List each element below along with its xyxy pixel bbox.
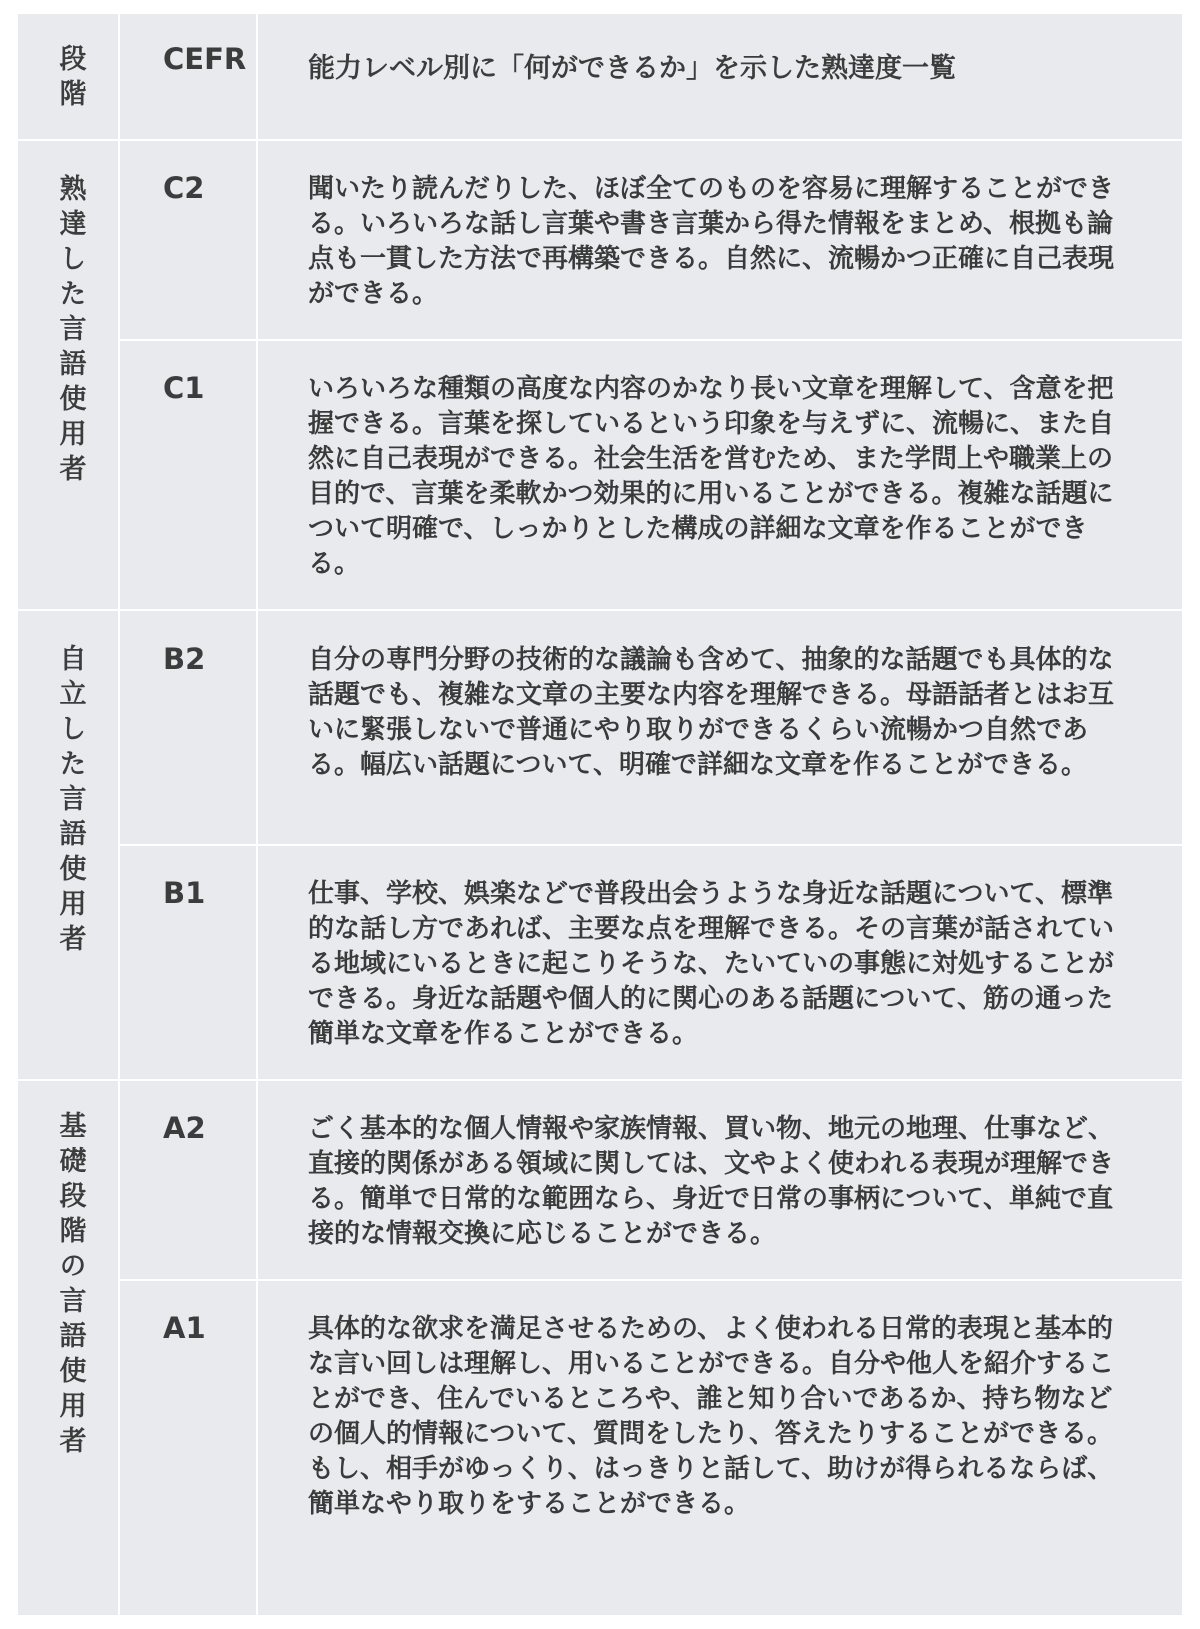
level-a2: A2	[163, 1111, 206, 1145]
stage-label-proficient: 熟達した言語使用者	[54, 174, 86, 489]
header-cefr: CEFR	[163, 42, 247, 76]
level-c2: C2	[163, 171, 205, 205]
stage-label-independent: 自立した言語使用者	[54, 644, 86, 959]
description-b1: 仕事、学校、娯楽などで普段出会うような身近な話題について、標準的な話し方であれば、主要な点を理解できる。その言葉が話されている地域にいるときに起こりそうな、たいていの事態に対処することができる。身近な話題や個人的に関心のある話題について、筋の通った簡単な文章を作ることができる。	[308, 879, 1115, 1049]
row-divider	[120, 844, 1182, 846]
header-stage: 段階	[54, 44, 86, 114]
stage-cell-independent	[18, 644, 122, 959]
stage-cell-basic	[18, 1111, 122, 1461]
row-divider	[18, 1079, 1182, 1081]
description-c2: 聞いたり読んだりした、ほぼ全てのものを容易に理解することができる。いろいろな話し言葉や書き言葉から得た情報をまとめ、根拠も論点も一貫した方法で再構築できる。自然に、流暢かつ正確に自己表現ができる。	[308, 174, 1115, 309]
level-b1: B1	[163, 876, 206, 910]
level-c1: C1	[163, 371, 205, 405]
header-stage-cell	[18, 44, 122, 114]
cefr-table	[18, 14, 1182, 1615]
description-b2: 自分の専門分野の技術的な議論も含めて、抽象的な話題でも具体的な話題でも、複雑な文章の主要な内容を理解できる。母語話者とはお互いに緊張しないで普通にやり取りができるくらい流暢かつ自然である。幅広い話題について、明確で詳細な文章を作ることができる。	[308, 645, 1115, 780]
column-divider	[256, 14, 258, 1615]
level-b2: B2	[163, 642, 206, 676]
row-divider	[120, 1279, 1182, 1281]
row-divider	[120, 339, 1182, 341]
description-a2: ごく基本的な個人情報や家族情報、買い物、地元の地理、仕事など、直接的関係がある領域に関しては、文やよく使われる表現が理解できる。簡単で日常的な範囲なら、身近で日常の事柄について、単純で直接的な情報交換に応じることができる。	[308, 1114, 1115, 1249]
header-title: 能力レベル別に「何ができるか」を示した熟達度一覧	[308, 53, 956, 84]
level-a1: A1	[163, 1311, 206, 1345]
row-divider	[18, 609, 1182, 611]
stage-label-basic: 基礎段階の言語使用者	[54, 1111, 86, 1461]
row-divider	[18, 139, 1182, 141]
stage-cell-proficient	[18, 174, 122, 489]
description-a1: 具体的な欲求を満足させるための、よく使われる日常的表現と基本的な言い回しは理解し、用いることができる。自分や他人を紹介することができ、住んでいるところや、誰と知り合いであるか、持ち物などの個人的情報について、質問をしたり、答えたりすることができる。もし、相手がゆっくり、はっきりと話して、助けが得られるならば、簡単なやり取りをすることができる。	[308, 1314, 1115, 1519]
description-c1: いろいろな種類の高度な内容のかなり長い文章を理解して、含意を把握できる。言葉を探しているという印象を与えずに、流暢に、また自然に自己表現ができる。社会生活を営むため、また学問上や職業上の目的で、言葉を柔軟かつ効果的に用いることができる。複雑な話題について明確で、しっかりとした構成の詳細な文章を作ることができる。	[308, 374, 1115, 579]
